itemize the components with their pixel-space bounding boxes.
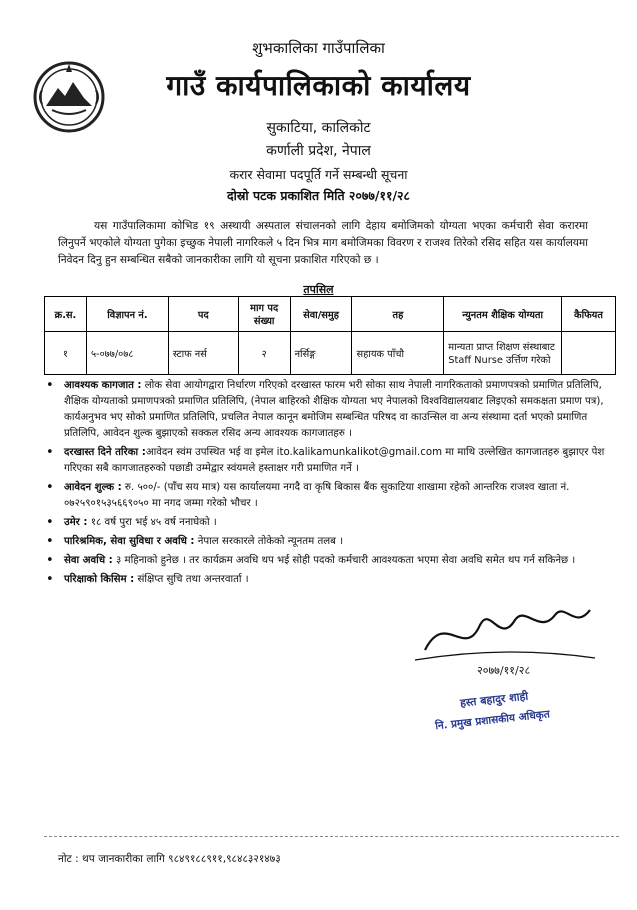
requirement-text: ३ महिनाको हुनेछ । तर कार्यक्रम अवधि थप भई सोही पदको कर्मचारी आवश्यकता भएमा सेवा अवधि समेत थप गर्न सकिनेछ ।	[112, 555, 576, 566]
requirement-label: उमेर :	[64, 517, 88, 528]
bullet-icon: •	[46, 553, 54, 568]
office-title: गाउँ कार्यपालिकाको कार्यालय	[166, 69, 471, 102]
office-location: सुकाटिया, कालिकोट	[266, 120, 371, 136]
signature-date: २०७७/११/२८	[477, 664, 531, 677]
list-item	[44, 572, 619, 588]
cell-count: २	[238, 332, 290, 375]
col-header-level: तह	[352, 297, 444, 332]
requirement-label: आवश्यक कागजात :	[64, 380, 142, 391]
publish-date: दोस्रो पटक प्रकाशित मिति २०७७/११/२८	[226, 188, 411, 203]
cell-sn: १	[45, 332, 87, 375]
requirement-text: लोक सेवा आयोगद्वारा निर्धारण गरिएको दरखास्त फारम भरी सोका साथ नेपाली नागरिकताको प्रमाणपत्रको प्रमाणित प्रतिलिपि, शैक्षिक योग्यताको प्रमाणपत्रको प्रमाणित प्रतिलिपि, (नेपाल बाहिरको शैक्षिक योग्यता भए नेपालको विश्वविद्यालयबाट लिइएको समकक्षता प्रमाण पत्र), कार्यअनुभव भए सोको प्रमाणित प्रतिलिपि, प्रचलित नेपाल कानून बमोजिम सम्बन्धित परिषद वा काउन्सिल वा अन्य संस्थामा दर्ता भएको प्रमाणित प्रतिलिपि, आवेदन शुल्क बुझाएको सक्कल रसिद अन्य आवश्यक कागजातहरु ।	[64, 380, 604, 439]
requirement-label: दरखास्त दिने तरिका :	[64, 447, 146, 458]
signatory-designation: नि. प्रमुख प्रशासकीय अधिकृत	[434, 708, 551, 733]
cell-post: स्टाफ नर्स	[168, 332, 238, 375]
requirement-text: नेपाल सरकारले तोकेको न्यूनतम तलब ।	[194, 536, 344, 547]
signature-stamp	[405, 590, 605, 740]
table-row	[45, 332, 616, 375]
bullet-icon: •	[46, 480, 54, 495]
signatory-name: हस्त बहादुर शाही	[459, 689, 529, 710]
list-item	[44, 515, 619, 531]
table-header-row	[45, 297, 616, 332]
list-item	[44, 480, 619, 512]
requirement-text: १८ वर्ष पुरा भई ४५ वर्ष ननाघेको ।	[87, 517, 217, 528]
footer-divider	[44, 836, 619, 837]
qualification-line-2: Staff Nurse उर्त्तिण गरेको	[448, 355, 551, 366]
list-item	[44, 534, 619, 550]
col-header-ad-no: विज्ञापन नं.	[86, 297, 168, 332]
requirement-label: सेवा अवधि :	[64, 555, 113, 566]
cell-ad-no: ५-०७७/०७८	[86, 332, 168, 375]
office-province: कर्णाली प्रदेश, नेपाल	[266, 143, 371, 159]
bullet-icon: •	[46, 572, 54, 587]
cell-level: सहायक पाँचौ	[352, 332, 444, 375]
municipality-name: शुभकालिका गाउँपालिका	[252, 39, 385, 57]
list-item	[44, 553, 619, 569]
col-header-remarks: कैफियत	[562, 297, 616, 332]
requirement-text: आवेदन स्वंम उपस्थित भई वा इमेल ito.kalikamunkalikot@gmail.com मा माथि उल्लेखित कागजातहरु बुझाएर पेश गरिएका सबै कागजातहरुको पछाडी उम्मेद्वार स्वंयमले हस्ताक्षर गरी प्रमाणित गर्ने ।	[64, 447, 605, 474]
list-item	[44, 378, 619, 442]
col-header-sn: क्र.स.	[45, 297, 87, 332]
requirement-label: परिक्षाको किसिम :	[64, 574, 135, 585]
requirement-text: संक्षिप्त सुचि तथा अन्तरवार्ता ।	[134, 574, 249, 585]
requirement-text: रु. ५००/- (पाँच सय मात्र) यस कार्यालयमा नगदै वा कृषि बिकास बैंक सुकाटिया शाखामा रहेको आन्तरिक राजश्व खाता नं. ०७२५९०१५३५६६९०५० मा नगद जम्मा गरेको भौचर ।	[64, 482, 570, 509]
requirement-label: आवेदन शुल्क :	[64, 482, 122, 493]
bullet-icon: •	[46, 515, 54, 530]
list-item	[44, 445, 619, 477]
bullet-icon: •	[46, 378, 54, 393]
bullet-icon: •	[46, 534, 54, 549]
col-header-post: पद	[168, 297, 238, 332]
requirement-label: पारिश्रमिक, सेवा सुविधा र अवधि :	[64, 536, 195, 547]
intro-paragraph	[58, 218, 588, 269]
table-caption: तपसिल	[303, 283, 334, 296]
col-header-count: माग पद संख्या	[238, 297, 290, 332]
bullet-icon: •	[46, 445, 54, 460]
qualification-line-1: मान्यता प्राप्त शिक्षण संस्थाबाट	[448, 342, 555, 353]
cell-service: नर्सिङ्ग	[290, 332, 352, 375]
handwritten-signature-icon	[425, 610, 590, 650]
vacancy-table	[44, 296, 616, 375]
col-header-qualification: न्युनतम शैक्षिक योग्यता	[444, 297, 562, 332]
cell-qualification	[444, 332, 562, 375]
notice-title: करार सेवामा पदपूर्ति गर्ने सम्बन्धी सूचना	[229, 167, 408, 182]
col-header-service: सेवा/समुह	[290, 297, 352, 332]
intro-text: यस गाउँपालिकामा कोभिड १९ अस्थायी अस्पताल संचालनको लागि देहाय बमोजिमको योग्यता भएका कर्मचारी सेवा करारमा लिनुपर्ने भएकोले योग्यता पुगेका इच्छुक नेपाली नागरिकले ५ दिन भित्र माग बमोजिमका विवरण र राजश्व तिरेको रसिद सहित यस कार्यालयमा निवेदन दिनु हुन सम्बन्धित सबैको जानकारीका लागि यो सूचना प्रकाशित गरिएको छ ।	[58, 220, 588, 266]
footer-note: नोट : थप जानकारीका लागि ९८४९१८८९११,९८४८३२१४७३	[58, 853, 281, 865]
requirements-list	[44, 378, 619, 591]
cell-remarks	[562, 332, 616, 375]
